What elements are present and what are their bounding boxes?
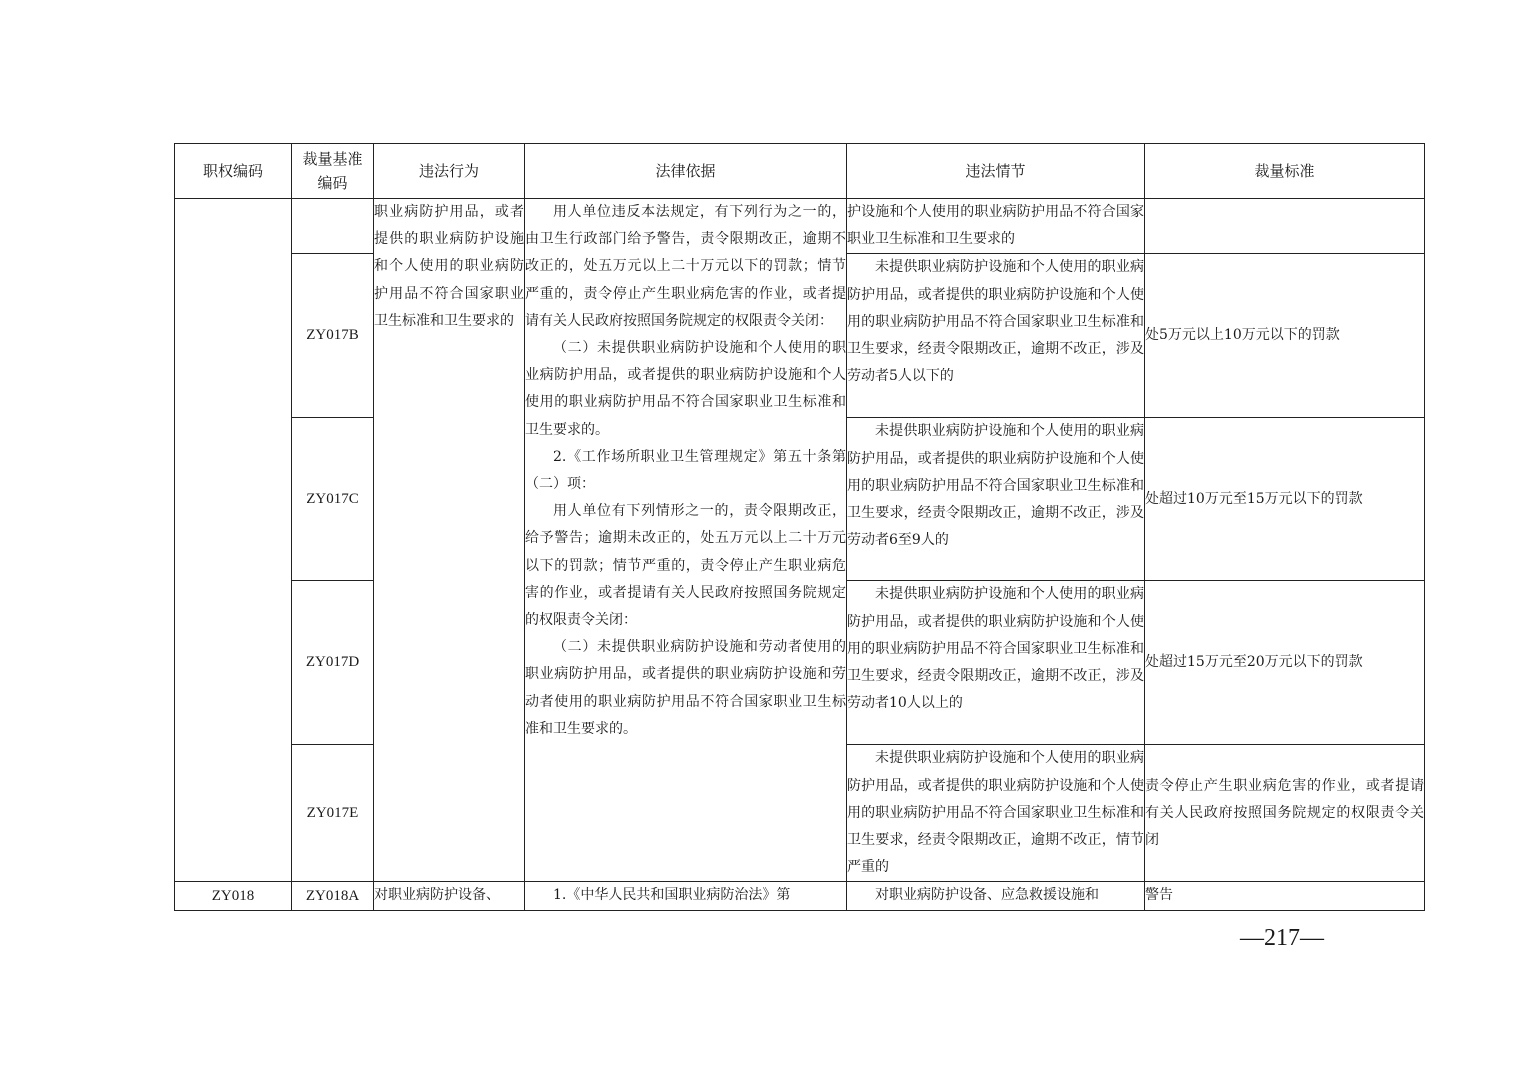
violation-cell: 对职业病防护设备、: [374, 882, 525, 910]
header-circumstance: 违法情节: [847, 144, 1145, 199]
header-standard-code: 裁量基准 编码: [292, 144, 374, 199]
legal-basis-paragraph: 用人单位违反本法规定，有下列行为之一的，由卫生行政部门给予警告，责令限期改正，逾期不改正的，处五万元以上二十万元以下的罚款；情节严重的，责令停止产生职业病危害的作业，或者提请有关人民政府按照国务院规定的权限责令关闭：: [525, 204, 846, 329]
table-row: [175, 199, 1425, 254]
circumstance-text: 未提供职业病防护设施和个人使用的职业病防护用品，或者提供的职业病防护设施和个人使用的职业病防护用品不符合国家职业卫生标准和卫生要求，经责令限期改正，逾期不改正，涉及劳动者5人以下的: [847, 259, 1144, 385]
standard-cell: 警告: [1145, 882, 1425, 910]
enforcement-standard-table: [174, 143, 1425, 911]
circumstance-cell: [847, 418, 1145, 581]
table-header-row: [175, 144, 1425, 199]
standard-cell: [1145, 199, 1425, 254]
standard-code-cell: ZY017C: [292, 418, 374, 581]
header-legal-basis: 法律依据: [525, 144, 847, 199]
page-number: —217—: [1240, 925, 1324, 951]
standard-cell: 处5万元以上10万元以下的罚款: [1145, 254, 1425, 418]
header-authority-code: 职权编码: [175, 144, 292, 199]
violation-cell: 职业病防护用品，或者提供的职业病防护设施和个人使用的职业病防护用品不符合国家职业卫生标准和卫生要求的: [374, 199, 525, 882]
standard-code-cell: ZY017B: [292, 254, 374, 418]
circumstance-cell: [847, 581, 1145, 745]
circumstance-cell: 对职业病防护设备、应急救援设施和: [847, 882, 1145, 910]
table-row: [175, 882, 1425, 910]
legal-basis-paragraph: 2.《工作场所职业卫生管理规定》第五十条第（二）项：: [525, 448, 846, 493]
legal-basis-cell: 1.《中华人民共和国职业病防治法》第: [525, 882, 847, 910]
legal-basis-paragraph: 用人单位有下列情形之一的，责令限期改正，给予警告；逾期未改正的，处五万元以上二十万元以下的罚款；情节严重的，责令停止产生职业病危害的作业，或者提请有关人民政府按照国务院规定的权限责令关闭：: [525, 503, 846, 629]
authority-code-cell: [175, 199, 292, 882]
header-violation: 违法行为: [374, 144, 525, 199]
standard-code-cell: ZY018A: [292, 882, 374, 910]
circumstance-text: 未提供职业病防护设施和个人使用的职业病防护用品，或者提供的职业病防护设施和个人使用的职业病防护用品不符合国家职业卫生标准和卫生要求，经责令限期改正，逾期不改正，涉及劳动者6至9人的: [847, 423, 1144, 549]
authority-code-cell: ZY018: [175, 882, 292, 910]
circumstance-cell: [847, 745, 1145, 882]
circumstance-cell: [847, 254, 1145, 418]
standard-cell: 责令停止产生职业病危害的作业，或者提请有关人民政府按照国务院规定的权限责令关闭: [1145, 745, 1425, 882]
legal-basis-cell: [525, 199, 847, 882]
circumstance-text: 未提供职业病防护设施和个人使用的职业病防护用品，或者提供的职业病防护设施和个人使用的职业病防护用品不符合国家职业卫生标准和卫生要求，经责令限期改正，逾期不改正，情节严重的: [847, 750, 1144, 876]
standard-code-cell: ZY017D: [292, 581, 374, 745]
circumstance-text: 未提供职业病防护设施和个人使用的职业病防护用品，或者提供的职业病防护设施和个人使用的职业病防护用品不符合国家职业卫生标准和卫生要求，经责令限期改正，逾期不改正，涉及劳动者10人以上的: [847, 586, 1144, 712]
legal-basis-paragraph: （二）未提供职业病防护设施和劳动者使用的职业病防护用品，或者提供的职业病防护设施和劳动者使用的职业病防护用品不符合国家职业卫生标准和卫生要求的。: [525, 639, 846, 737]
standard-code-cell: [292, 199, 374, 254]
standard-cell: 处超过10万元至15万元以下的罚款: [1145, 418, 1425, 581]
standard-code-cell: ZY017E: [292, 745, 374, 882]
legal-basis-paragraph: （二）未提供职业病防护设施和个人使用的职业病防护用品，或者提供的职业病防护设施和个人使用的职业病防护用品不符合国家职业卫生标准和卫生要求的。: [525, 340, 846, 438]
header-standard: 裁量标准: [1145, 144, 1425, 199]
standard-cell: 处超过15万元至20万元以下的罚款: [1145, 581, 1425, 745]
circumstance-cell: 护设施和个人使用的职业病防护用品不符合国家职业卫生标准和卫生要求的: [847, 199, 1145, 254]
